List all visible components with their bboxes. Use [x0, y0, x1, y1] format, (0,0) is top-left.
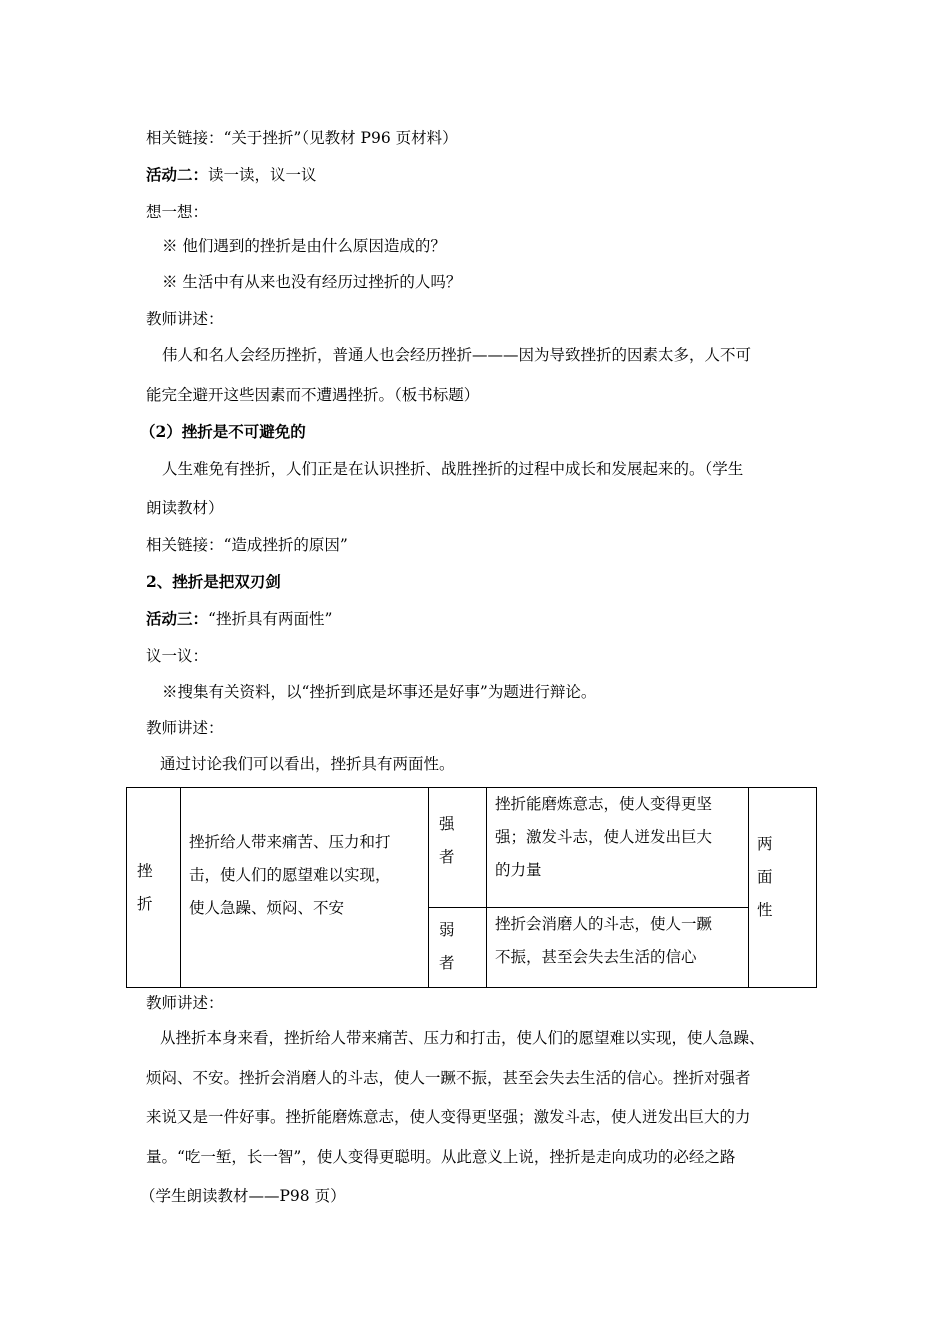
activity-three-label: 活动三： — [146, 609, 209, 628]
paragraph-4-line-1: 从挫折本身来看，挫折给人带来痛苦、压力和打击，使人们的愿望难以实现，使人急躁、 — [160, 1029, 765, 1047]
teacher-heading-3: 教师讲述： — [146, 994, 224, 1012]
strong-text-line-3: 的力量 — [495, 861, 542, 879]
duality-char-1: 两 — [757, 835, 773, 853]
question-1: ※ 他们遇到的挫折是由什么原因造成的？ — [162, 237, 446, 255]
paragraph-4-line-5: （学生朗读教材——P98 页） — [140, 1187, 346, 1205]
discuss-heading: 议一议： — [146, 647, 209, 665]
table-cell-strong-label — [429, 788, 487, 908]
teacher-heading-1: 教师讲述： — [146, 310, 224, 328]
activity-two-text: 读一读，议一议 — [208, 166, 317, 184]
effects-line-1: 挫折给人带来痛苦、压力和打 — [189, 833, 391, 851]
duality-table — [126, 787, 817, 988]
activity-two-label: 活动二： — [146, 165, 209, 184]
paragraph-4-line-3: 来说又是一件好事。挫折能磨炼意志，使人变得更坚强；激发斗志，使人迸发出巨大的力 — [146, 1108, 751, 1126]
table-cell-duality — [749, 788, 817, 988]
table-cell-weak-text — [487, 908, 749, 988]
paragraph-1-line-1: 伟人和名人会经历挫折，普通人也会经历挫折———因为导致挫折的因素太多，人不可 — [162, 346, 752, 364]
activity-three-text: “挫折具有两面性” — [208, 610, 333, 628]
paragraph-3: 通过讨论我们可以看出，挫折具有两面性。 — [160, 755, 455, 773]
section-heading-2: （2）挫折是不可避免的 — [140, 422, 306, 441]
effects-line-2: 击，使人们的愿望难以实现， — [189, 866, 391, 884]
paragraph-2-line-2: 朗读教材） — [146, 499, 224, 517]
paragraph-1-line-2: 能完全避开这些因素而不遭遇挫折。（板书标题） — [146, 386, 480, 404]
weak-char-1: 弱 — [439, 921, 455, 939]
activity-three-line — [146, 609, 332, 629]
strong-text-line-2: 强；激发斗志，使人迸发出巨大 — [495, 828, 713, 846]
paragraph-2-line-1: 人生难免有挫折，人们正是在认识挫折、战胜挫折的过程中成长和发展起来的。（学生 — [162, 460, 744, 478]
weak-text-line-2: 不振，甚至会失去生活的信心 — [495, 948, 697, 966]
duality-char-3: 性 — [757, 901, 773, 919]
activity-two-line — [146, 165, 317, 185]
paragraph-4-line-2: 烦闷、不安。挫折会消磨人的斗志，使人一蹶不振，甚至会失去生活的信心。挫折对强者 — [146, 1069, 751, 1087]
effects-line-3: 使人急躁、烦闷、不安 — [189, 899, 345, 917]
question-2: ※ 生活中有从来也没有经历过挫折的人吗？ — [162, 273, 462, 291]
table-cell-weak-label — [429, 908, 487, 988]
table-cell-effects — [181, 788, 429, 988]
setback-char-1: 挫 — [137, 861, 153, 880]
debate-task: ※搜集有关资料，以“挫折到底是坏事还是好事”为题进行辩论。 — [162, 683, 597, 701]
related-link-1: 相关链接：“关于挫折”（见教材 P96 页材料） — [146, 129, 458, 147]
paragraph-4-line-4: 量。“吃一堑，长一智”，使人变得更聪明。从此意义上说，挫折是走向成功的必经之路 — [146, 1148, 736, 1166]
strong-char-2: 者 — [439, 848, 455, 866]
weak-char-2: 者 — [439, 954, 455, 972]
table-cell-strong-text — [487, 788, 749, 908]
strong-char-1: 强 — [439, 815, 455, 833]
duality-char-2: 面 — [757, 868, 773, 886]
table-cell-setback — [127, 788, 181, 988]
weak-text-line-1: 挫折会消磨人的斗志，使人一蹶 — [495, 915, 713, 933]
setback-char-2: 折 — [137, 894, 153, 913]
teacher-heading-2: 教师讲述： — [146, 719, 224, 737]
related-link-2: 相关链接：“造成挫折的原因” — [146, 536, 348, 554]
strong-text-line-1: 挫折能磨炼意志，使人变得更坚 — [495, 795, 713, 813]
section-heading-3: 2、挫折是把双刃剑 — [146, 572, 281, 591]
think-heading: 想一想： — [146, 203, 209, 221]
